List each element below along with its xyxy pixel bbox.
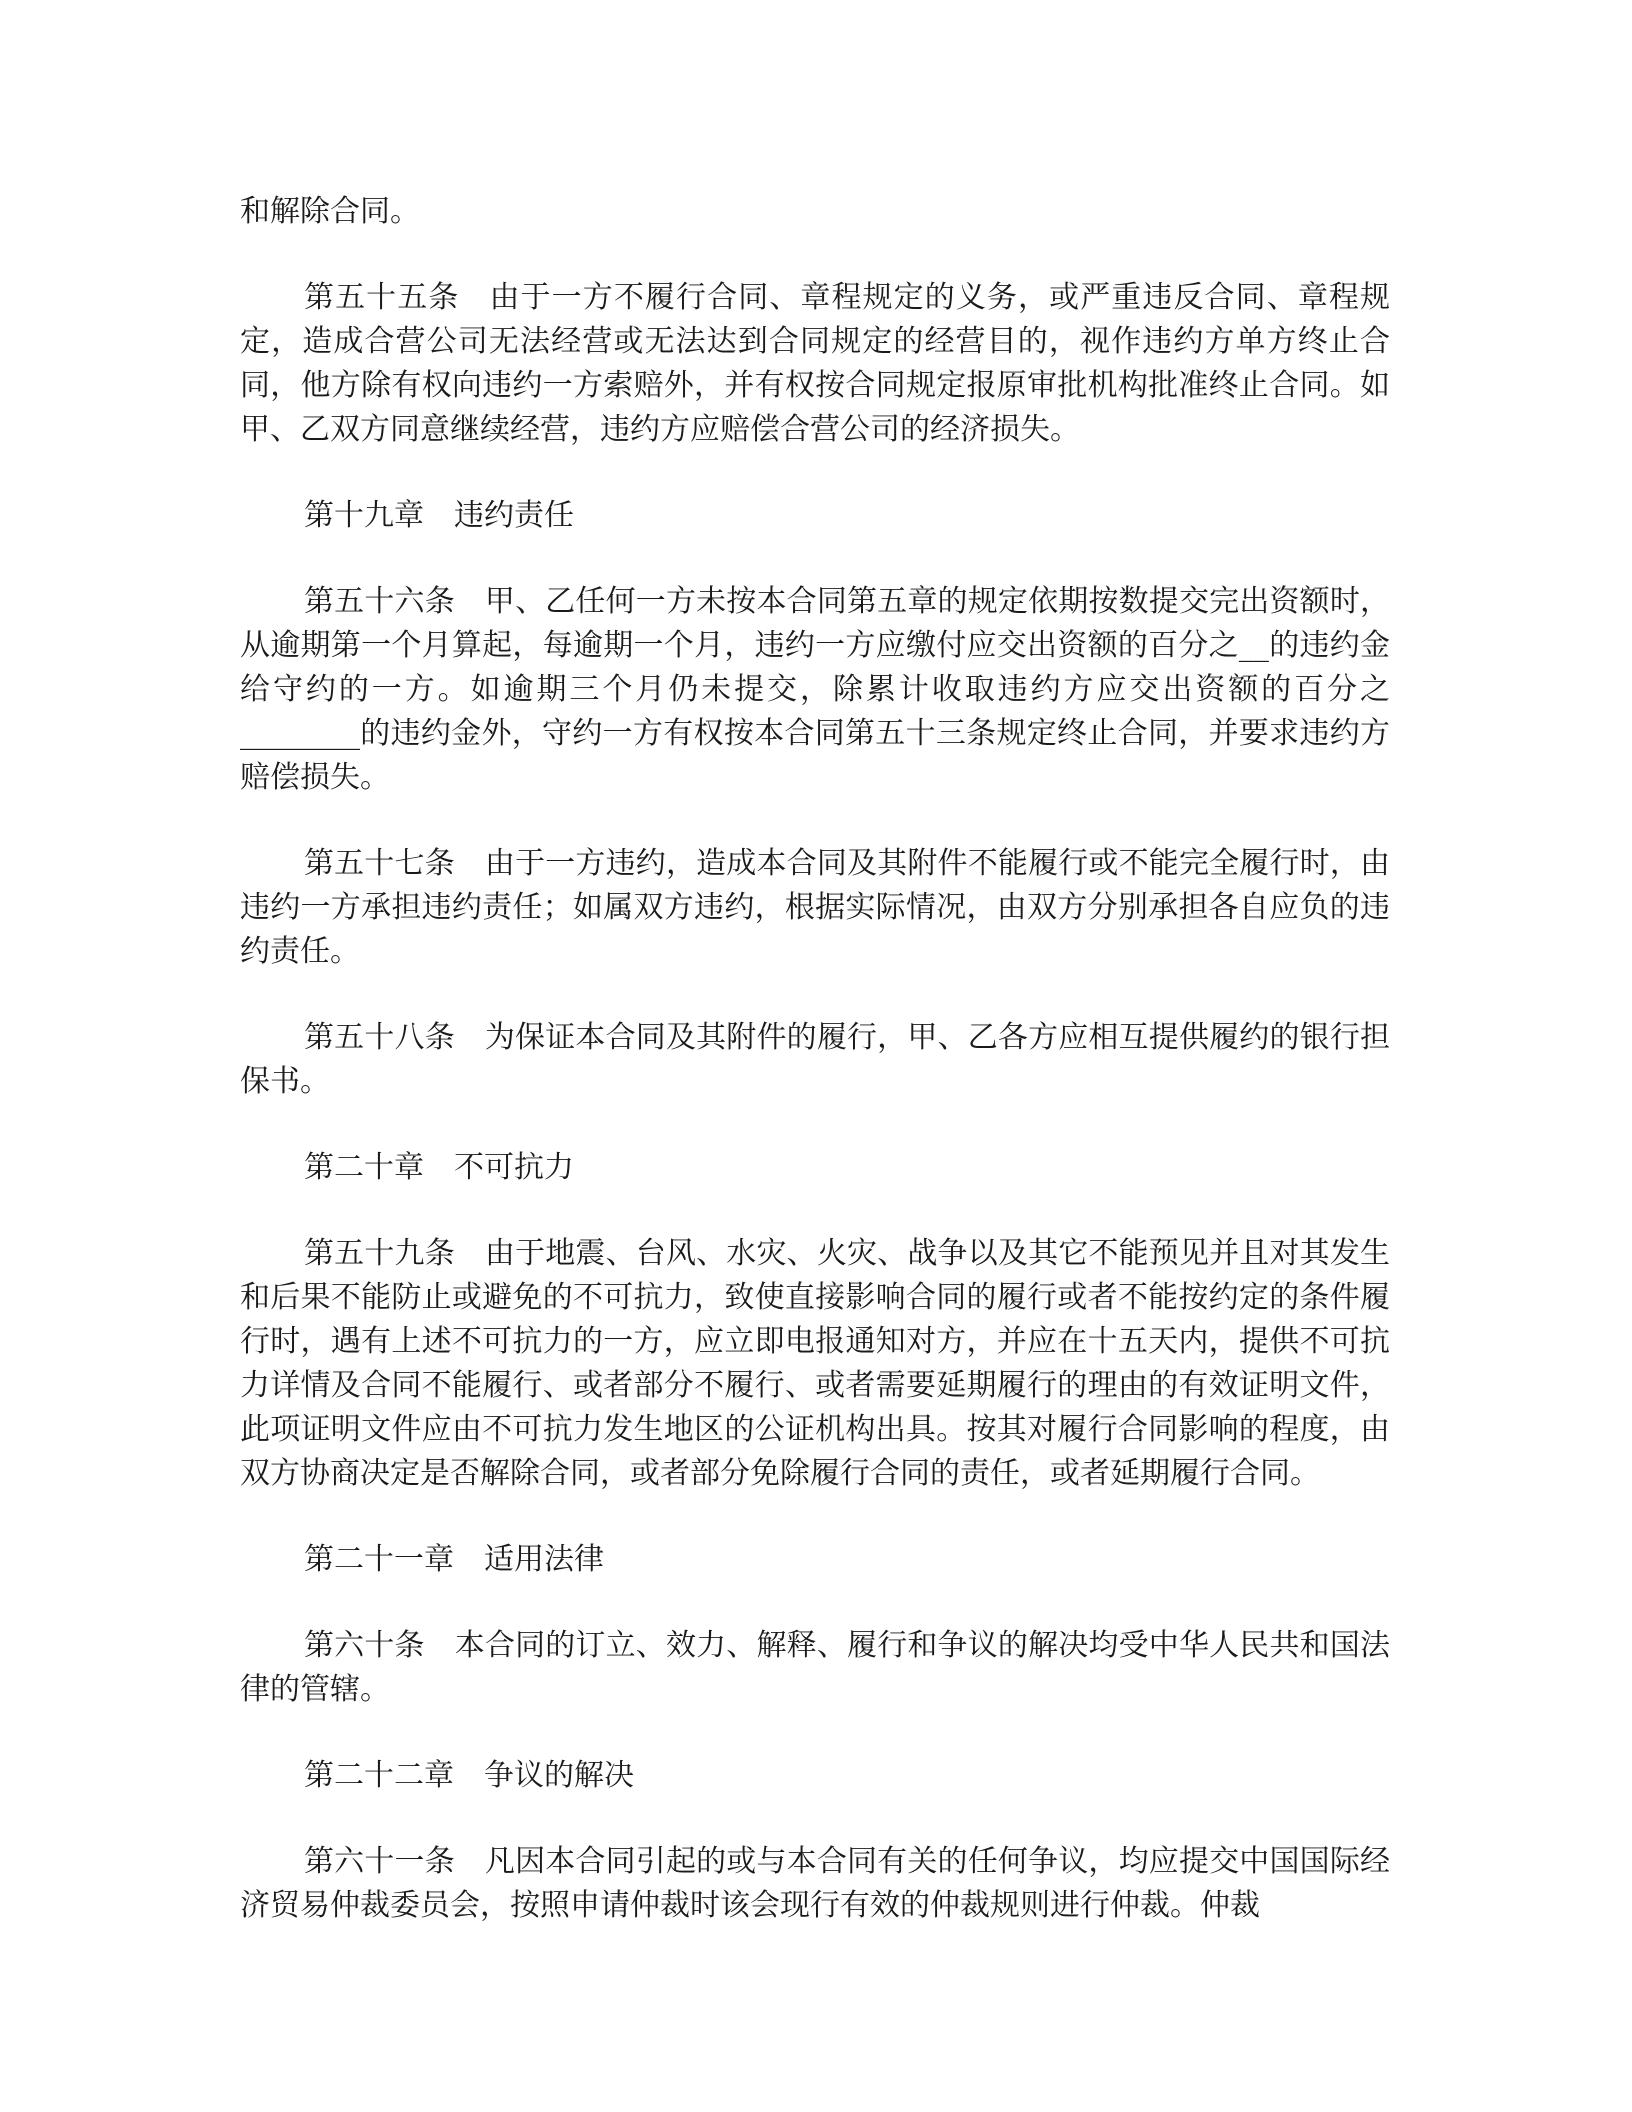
- article-text: 为保证本合同及其附件的履行，甲、乙各方应相互提供履约的银行担保书。: [240, 1020, 1391, 1099]
- chapter-19-heading: [240, 494, 1390, 538]
- article-56: [240, 580, 1390, 800]
- chapter-20-heading: [240, 1146, 1390, 1190]
- chapter-label: 第十九章: [304, 498, 424, 533]
- article-59: [240, 1232, 1390, 1496]
- article-label: 第六十一条: [304, 1844, 455, 1879]
- article-58: [240, 1016, 1390, 1104]
- article-text: 凡因本合同引起的或与本合同有关的任何争议，均应提交中国国际经济贸易仲裁委员会，按照申请仲裁时该会现行有效的仲裁规则进行仲裁。仲裁: [240, 1844, 1391, 1923]
- chapter-title: 适用法律: [484, 1542, 604, 1577]
- article-60: [240, 1624, 1390, 1712]
- article-label: 第五十九条: [304, 1236, 455, 1271]
- continuation-paragraph: [240, 190, 1390, 234]
- chapter-title: 违约责任: [454, 498, 574, 533]
- chapter-label: 第二十一章: [304, 1542, 454, 1577]
- chapter-label: 第二十章: [304, 1150, 424, 1185]
- article-label: 第六十条: [304, 1628, 425, 1663]
- article-label: 第五十八条: [304, 1020, 455, 1055]
- article-label: 第五十六条: [304, 584, 455, 619]
- article-text: 由于一方违约，造成本合同及其附件不能履行或不能完全履行时，由违约一方承担违约责任；如属双方违约，根据实际情况，由双方分别承担各自应负的违约责任。: [240, 846, 1391, 969]
- article-61: [240, 1840, 1390, 1928]
- article-label: 第五十七条: [304, 846, 455, 881]
- article-text: 本合同的订立、效力、解释、履行和争议的解决均受中华人民共和国法律的管辖。: [240, 1628, 1391, 1707]
- article-55: [240, 276, 1390, 452]
- chapter-22-heading: [240, 1754, 1390, 1798]
- chapter-title: 争议的解决: [484, 1758, 634, 1793]
- article-57: [240, 842, 1390, 974]
- article-text: 甲、乙任何一方未按本合同第五章的规定依期按数提交完出资额时，从逾期第一个月算起，每逾期一个月，违约一方应缴付应交出资额的百分之__的违约金给守约的一方。如逾期三个月仍未提交，除累计收取违约方应交出资额的百分之________的违约金外，守约一方有权按本合同第五十三条规定终止合同，并要求违约方赔偿损失。: [240, 584, 1391, 795]
- article-label: 第五十五条: [304, 280, 460, 315]
- article-text: 由于一方不履行合同、章程规定的义务，或严重违反合同、章程规定，造成合营公司无法经营或无法达到合同规定的经营目的，视作违约方单方终止合同，他方除有权向违约一方索赔外，并有权按合同规定报原审批机构批准终止合同。如甲、乙双方同意继续经营，违约方应赔偿合营公司的经济损失。: [240, 280, 1391, 447]
- paragraph-text: 和解除合同。: [240, 194, 420, 229]
- chapter-label: 第二十二章: [304, 1758, 454, 1793]
- chapter-21-heading: [240, 1538, 1390, 1582]
- chapter-title: 不可抗力: [454, 1150, 574, 1185]
- article-text: 由于地震、台风、水灾、火灾、战争以及其它不能预见并且对其发生和后果不能防止或避免的不可抗力，致使直接影响合同的履行或者不能按约定的条件履行时，遇有上述不可抗力的一方，应立即电报通知对方，并应在十五天内，提供不可抗力详情及合同不能履行、或者部分不履行、或者需要延期履行的理由的有效证明文件，此项证明文件应由不可抗力发生地区的公证机构出具。按其对履行合同影响的程度，由双方协商决定是否解除合同，或者部分免除履行合同的责任，或者延期履行合同。: [240, 1236, 1391, 1491]
- document-page: [240, 190, 1390, 1970]
